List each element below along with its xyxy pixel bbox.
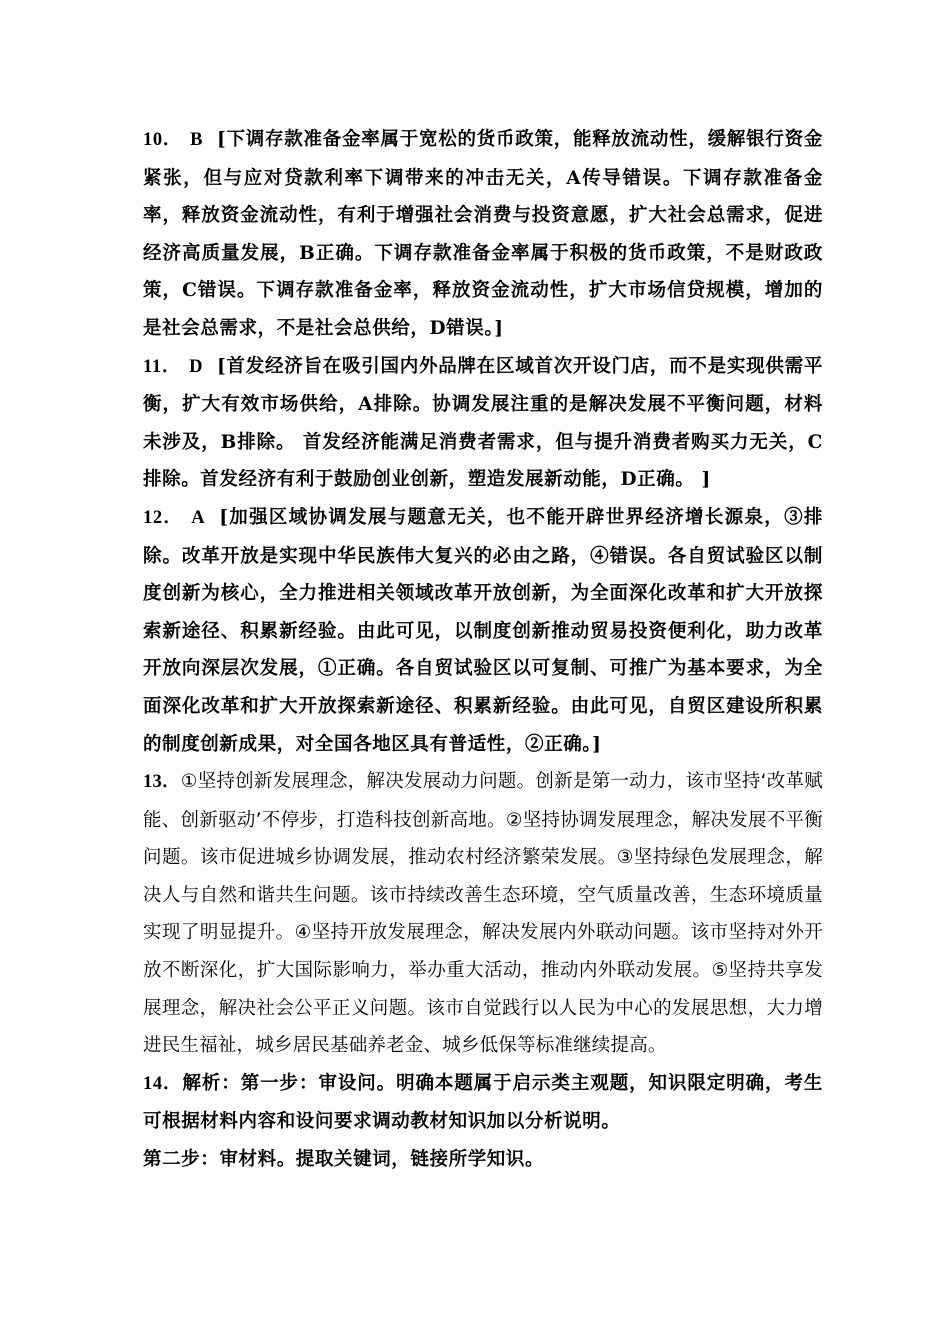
answer-13: [143, 763, 823, 1065]
answer-content: [143, 121, 823, 1179]
answer-12: [143, 499, 823, 763]
answer-10-choice: B: [190, 130, 204, 150]
answer-14-label: 解析：: [182, 1072, 241, 1094]
answer-10: [143, 121, 823, 348]
answer-12-number: 12．: [143, 507, 184, 528]
answer-12-explanation: [加强区域协调发展与题意无关，也不能开辟世界经济增长源泉，③排除。改革开放是实现中华民族伟大复兴的必由之路，④错误。各自贸试验区以制度创新为核心，全力推进相关领域改革开放创新，为全面深化改革和扩大开放探索新途径、积累新经验。由此可见，以制度创新推动贸易投资便利化，助力改革开放向深层次发展，①正确。各自贸试验区以可复制、可推广为基本要求，为全面深化改革和扩大开放探索新途径、积累新经验。由此可见，自贸区建设所积累的制度创新成果，对全国各地区具有普适性，②正确。]: [143, 506, 823, 755]
answer-14: [143, 1065, 823, 1141]
answer-11-choice: D: [189, 356, 204, 377]
answer-11: [143, 348, 823, 499]
answer-11-explanation: [首发经济旨在吸引国内外品牌在区域首次开设门店，而不是实现供需平衡，扩大有效市场供给，A排除。协调发展注重的是解决发展不平衡问题，材料未涉及，B排除。 首发经济能满足消费者需求，但与提升消费者购买力无关，C排除。首发经济有利于鼓励创业创新，塑造发展新动能，D正确。 ]: [143, 355, 823, 491]
answer-14-step2: 第二步：审材料。提取关键词，链接所学知识。: [143, 1149, 545, 1171]
answer-12-choice: A: [191, 507, 206, 528]
answer-10-explanation: [下调存款准备金率属于宽松的货币政策，能释放流动性，缓解银行资金紧张，但与应对贷款利率下调带来的冲击无关，A传导错误。下调存款准备金率，释放资金流动性，有利于增强社会消费与投资意愿，扩大社会总需求，促进经济高质量发展，B正确。下调存款准备金率属于积极的货币政策，不是财政政策，C错误。下调存款准备金率，释放资金流动性，扩大市场信贷规模，增加的是社会总需求，不是社会总供给，D错误。]: [143, 129, 823, 339]
answer-13-text: ①坚持创新发展理念，解决发展动力问题。创新是第一动力，该市坚持‘改革赋能、创新驱动’不停步，打造科技创新高地。②坚持协调发展理念，解决发展不平衡问题。该市促进城乡协调发展，推动农村经济繁荣发展。③坚持绿色发展理念，解决人与自然和谐共生问题。该市持续改善生态环境，空气质量改善，生态环境质量实现了明显提升。④坚持开放发展理念，解决发展内外联动问题。该市坚持对外开放不断深化，扩大国际影响力，举办重大活动，推动内外联动发展。⑤坚持共享发展理念，解决社会公平正义问题。该市自觉践行以人民为中心的发展思想，大力增进民生福祉，城乡居民基础养老金、城乡低保等标准继续提高。: [143, 771, 824, 1057]
answer-10-number: 10．: [143, 130, 183, 150]
answer-13-number: 13．: [143, 772, 181, 793]
answer-14-step1: 第一步：审设问。明确本题属于启示类主观题，知识限定明确，考生可根据材料内容和设问要求调动教材知识加以分析说明。: [143, 1072, 823, 1133]
answer-14-number: 14．: [143, 1073, 183, 1094]
answer-11-number: 11．: [143, 356, 182, 377]
